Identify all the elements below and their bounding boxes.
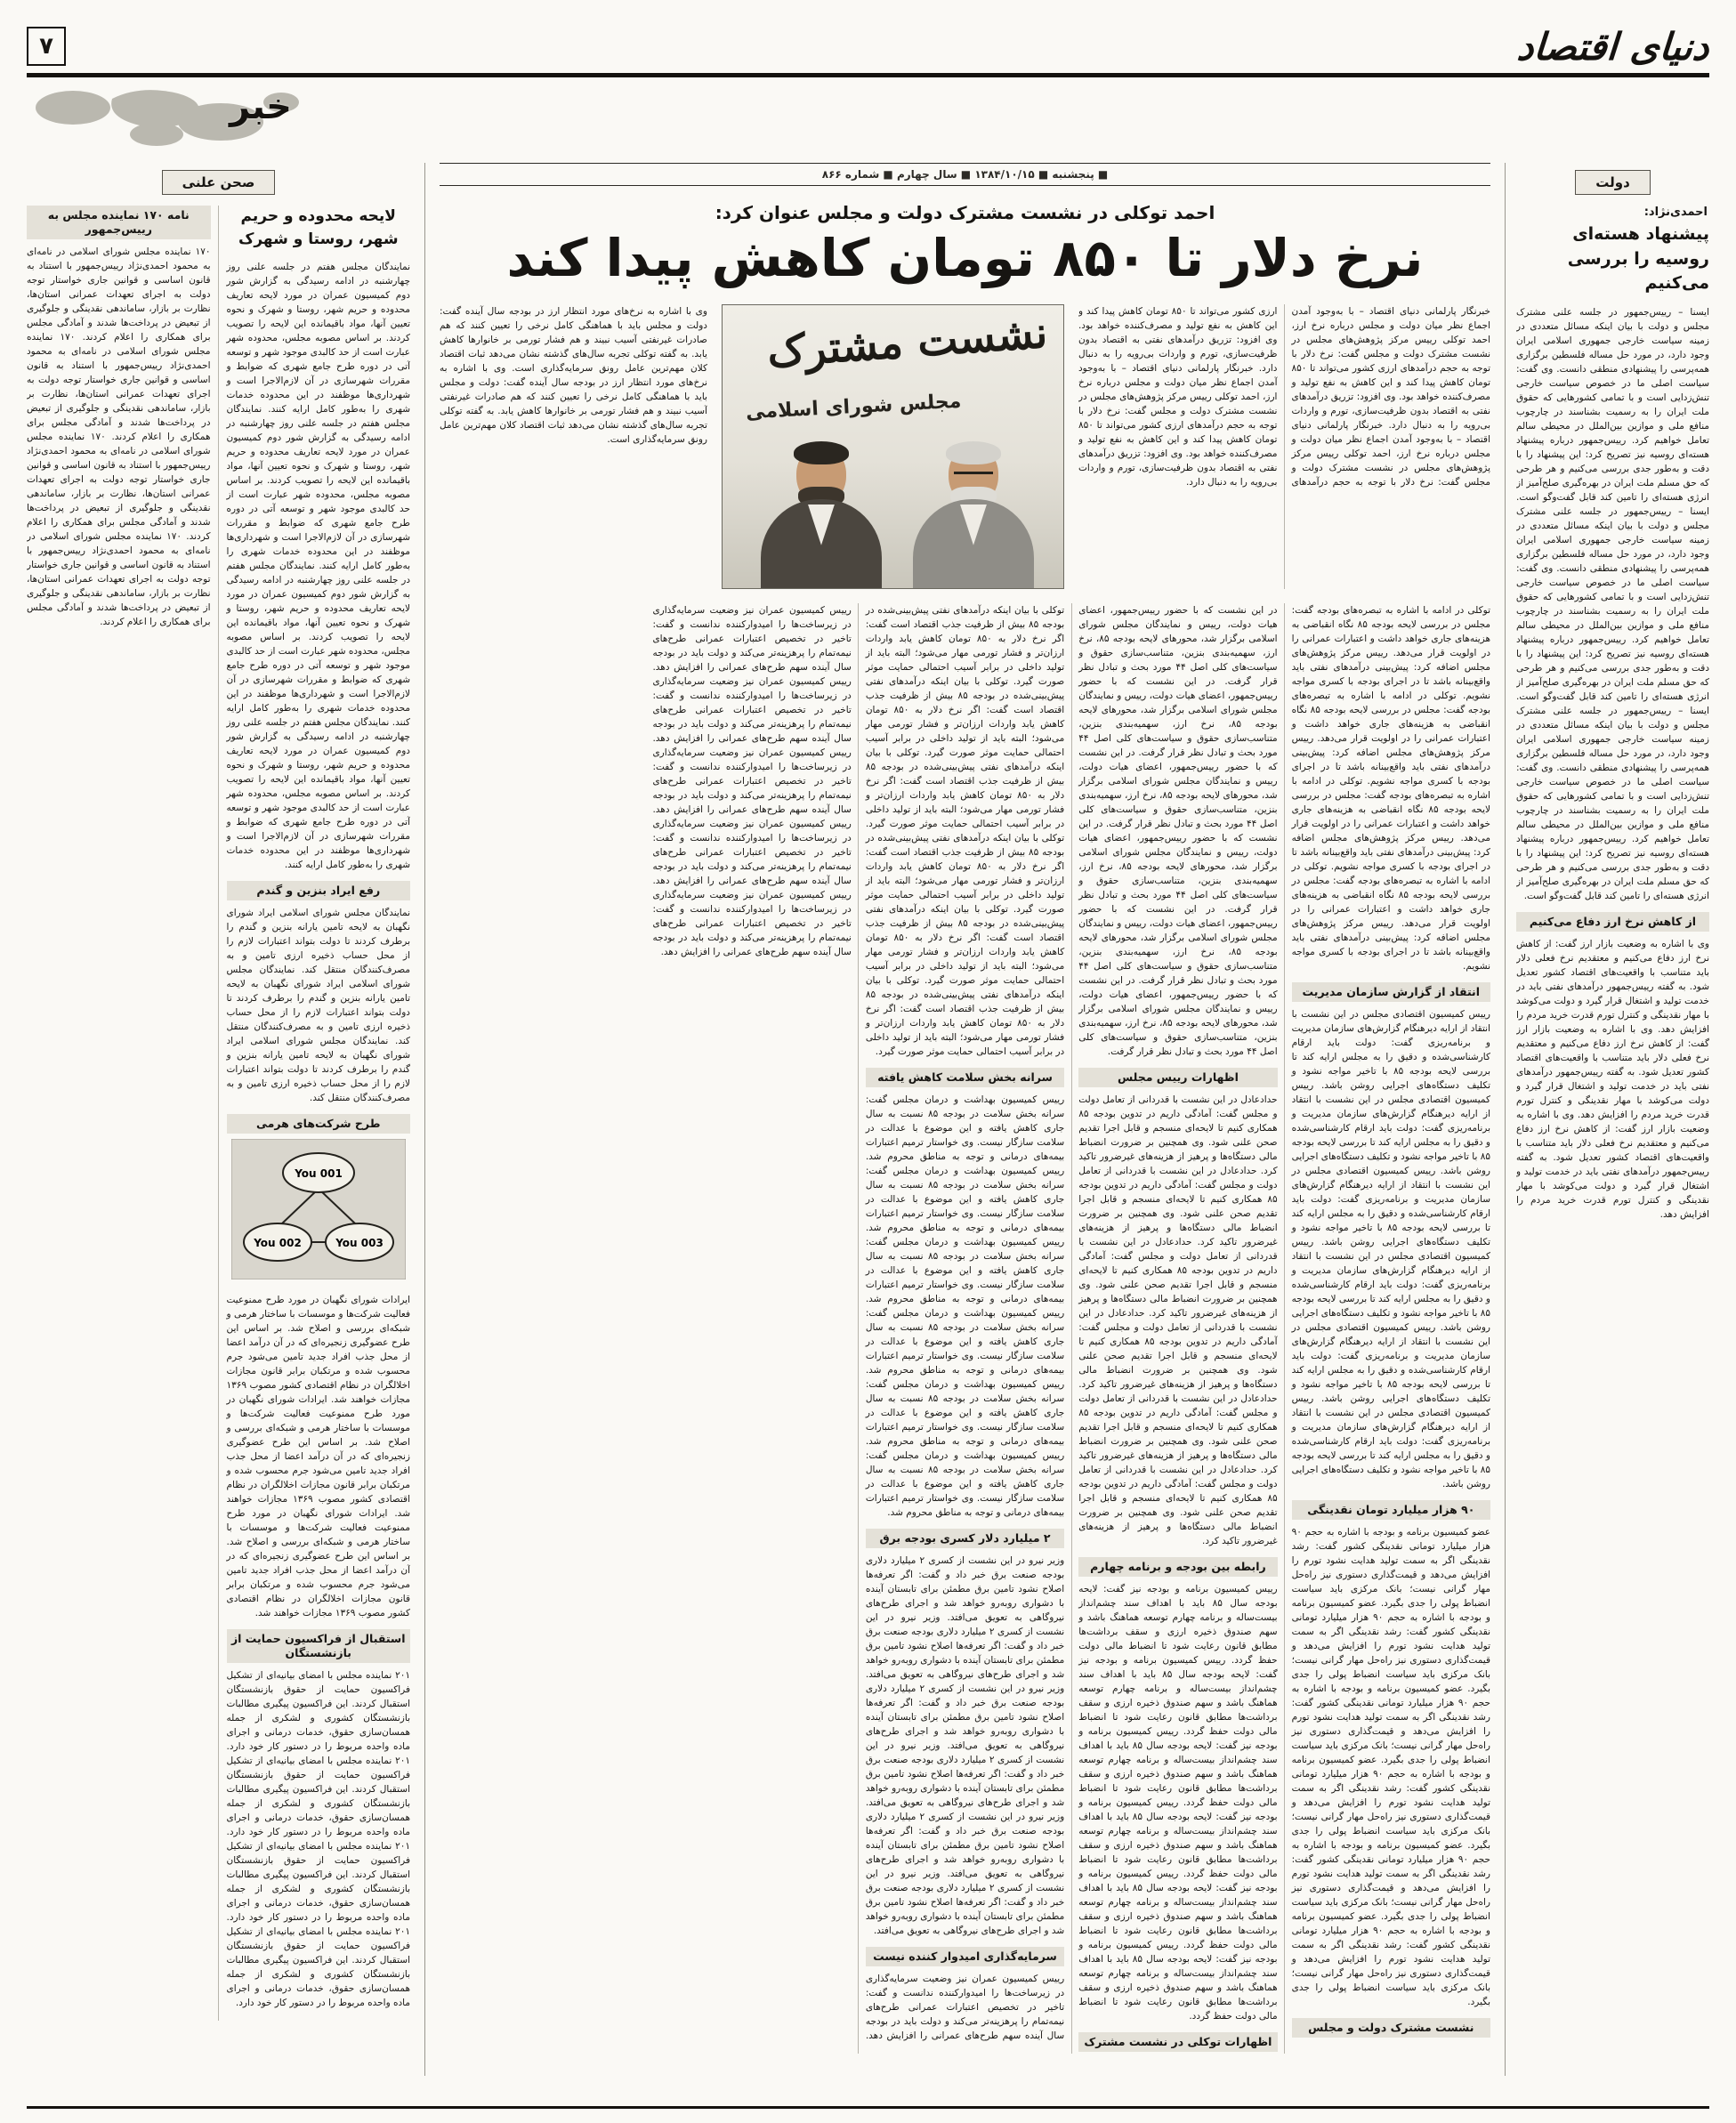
article-subhead: رابطه بین بودجه و برنامه چهارم [1078,1557,1277,1577]
lead-row [440,304,1490,589]
header-top-row [27,25,1711,69]
article-subhead: نامه ۱۷۰ نماینده مجلس به رییس‌جمهور [27,206,211,239]
person-left [755,435,888,588]
article-subhead: نشست مشترک دولت و مجلس [1292,2018,1490,2038]
dateline: ■ پنجشنبه ■ ۱۳۸۴/۱۰/۱۵ ■ سال چهارم ■ شماره ۸۶۶ [440,163,1490,186]
paper-logo: دنیای اقتصاد [1515,25,1711,69]
main-headline: نرخ دلار تا ۸۵۰ تومان کاهش پیدا کند [506,228,1424,288]
article-subhead: رفع ایراد بنزین و گندم [227,881,411,900]
person-right-head [949,446,998,505]
pyramid-node-1: You 001 [294,1167,343,1180]
government-subhead: از کاهش نرخ ارز دفاع می‌کنیم [1516,912,1709,932]
article-body: در این نشست که با حضور رییس‌جمهور، اعضای هیات دولت، رییس و نمایندگان مجلس شورای اسلامی برگزار شد، محورهای لایحه بودجه ۸۵، نرخ ارز، سهمیه‌بندی بنزین، متناسب‌سازی حقوق و سیاست‌های کلی اصل ۴۴ مورد بحث و تبادل نظر قرار گرفت. در این نشست که با حضور رییس‌جمهور، اعضای هیات دولت، رییس و نمایندگان مجلس شورای اسلامی برگزار شد، محورهای لایحه بودجه ۸۵، نرخ ارز، سهمیه‌بندی بنزین، متناسب‌سازی حقوق و سیاست‌های کلی اصل ۴۴ مورد بحث و تبادل نظر قرار گرفت. در این نشست که با حضور رییس‌جمهور، اعضای هیات دولت، رییس و نمایندگان مجلس شورای اسلامی برگزار شد، محورهای لایحه بودجه ۸۵، نرخ ارز، سهمیه‌بندی بنزین، متناسب‌سازی حقوق و سیاست‌های کلی اصل ۴۴ مورد بحث و تبادل نظر قرار گرفت. در این نشست که با حضور رییس‌جمهور، اعضای هیات دولت، رییس و نمایندگان مجلس شورای اسلامی برگزار شد، محورهای لایحه بودجه ۸۵، نرخ ارز، سهمیه‌بندی بنزین، متناسب‌سازی حقوق و سیاست‌های کلی اصل ۴۴ مورد بحث و تبادل نظر قرار گرفت. در این نشست که با حضور رییس‌جمهور، اعضای هیات دولت، رییس و نمایندگان مجلس شورای اسلامی برگزار شد، محورهای لایحه بودجه ۸۵، نرخ ارز، سهمیه‌بندی بنزین، متناسب‌سازی حقوق و سیاست‌های کلی اصل ۴۴ مورد بحث و تبادل نظر قرار گرفت. در این نشست که با حضور رییس‌جمهور، اعضای هیات دولت، رییس و نمایندگان مجلس شورای اسلامی برگزار شد، محورهای لایحه بودجه ۸۵، نرخ ارز، سهمیه‌بندی بنزین، متناسب‌سازی حقوق و سیاست‌های کلی اصل ۴۴ مورد بحث و تبادل نظر قرار گرفت. [1078,604,1278,1057]
article-body: رییس کمیسیون عمران نیز وضعیت سرمایه‌گذاری در زیرساخت‌ها را امیدوارکننده ندانست و گفت: تاخیر در تخصیص اعتبارات عمرانی طرح‌های نیمه‌تمام را پرهزینه‌تر می‌کند و دولت باید در بودجه سال آینده سهم طرح‌های عمرانی را افزایش دهد. رییس کمیسیون عمران نیز وضعیت سرمایه‌گذاری در زیرساخت‌ها را امیدوارکننده ندانست و گفت: تاخیر در تخصیص اعتبارات عمرانی طرح‌های نیمه‌تمام را پرهزینه‌تر می‌کند و دولت باید در بودجه سال آینده سهم طرح‌های عمرانی را افزایش دهد. رییس کمیسیون عمران نیز وضعیت سرمایه‌گذاری در زیرساخت‌ها را امیدوارکننده ندانست و گفت: تاخیر در تخصیص اعتبارات عمرانی طرح‌های نیمه‌تمام را پرهزینه‌تر می‌کند و دولت باید در بودجه سال آینده سهم طرح‌های عمرانی را افزایش دهد. رییس کمیسیون عمران نیز وضعیت سرمایه‌گذاری در زیرساخت‌ها را امیدوارکننده ندانست و گفت: تاخیر در تخصیص اعتبارات عمرانی طرح‌های نیمه‌تمام را پرهزینه‌تر می‌کند و دولت باید در بودجه سال آینده سهم طرح‌های عمرانی را افزایش دهد. رییس کمیسیون عمران نیز وضعیت سرمایه‌گذاری در زیرساخت‌ها را امیدوارکننده ندانست و گفت: تاخیر در تخصیص اعتبارات عمرانی طرح‌های نیمه‌تمام را پرهزینه‌تر می‌کند و دولت باید در بودجه سال آینده سهم طرح‌های عمرانی را افزایش دهد. رییس کمیسیون عمران نیز وضعیت سرمایه‌گذاری در زیرساخت‌ها را امیدوارکننده ندانست و گفت: تاخیر در تخصیص اعتبارات عمرانی طرح‌های نیمه‌تمام را پرهزینه‌تر می‌کند و دولت باید در بودجه سال آینده سهم طرح‌های عمرانی را افزایش دهد. [652,604,1065,2041]
article-subhead: سرانه بخش سلامت کاهش یافته [866,1068,1064,1087]
parliament-article-title: لایحه محدوده و حریم شهر، روستا و شهرک [238,207,399,248]
section-title: خبر [229,86,292,127]
section-banner [27,77,303,157]
article-body: نمایندگان مجلس شورای اسلامی ایراد شورای نگهبان به لایحه تامین یارانه بنزین و گندم را برطرف کردند تا دولت بتواند اعتبارات لازم را از محل حساب ذخیره ارزی تامین و به مصرف‌کنندگان منتقل کند. نمایندگان مجلس شورای اسلامی ایراد شورای نگهبان به لایحه تامین یارانه بنزین و گندم را برطرف کردند تا دولت بتواند اعتبارات لازم را از محل حساب ذخیره ارزی تامین و به مصرف‌کنندگان منتقل کند. نمایندگان مجلس شورای اسلامی ایراد شورای نگهبان به لایحه تامین یارانه بنزین و گندم را برطرف کردند تا دولت بتواند اعتبارات لازم را از محل حساب ذخیره ارزی تامین و به مصرف‌کنندگان منتقل کند. [226,908,410,1103]
article-body: ایرادات شورای نگهبان در مورد طرح ممنوعیت فعالیت شرکت‌ها و موسسات با ساختار هرمی و شبکه‌ای بررسی و اصلاح شد. بر اساس این طرح عضوگیری زنجیره‌ای که در آن درآمد اعضا از محل جذب افراد جدید تامین می‌شود جرم محسوب شده و مرتکبان برابر قانون مجازات اخلالگران در نظام اقتصادی کشور مصوب ۱۳۶۹ مجازات خواهند شد. ایرادات شورای نگهبان در مورد طرح ممنوعیت فعالیت شرکت‌ها و موسسات با ساختار هرمی و شبکه‌ای بررسی و اصلاح شد. بر اساس این طرح عضوگیری زنجیره‌ای که در آن درآمد اعضا از محل جذب افراد جدید تامین می‌شود جرم محسوب شده و مرتکبان برابر قانون مجازات اخلالگران در نظام اقتصادی کشور مصوب ۱۳۶۹ مجازات خواهند شد. ایرادات شورای نگهبان در مورد طرح ممنوعیت فعالیت شرکت‌ها و موسسات با ساختار هرمی و شبکه‌ای بررسی و اصلاح شد. بر اساس این طرح عضوگیری زنجیره‌ای که در آن درآمد اعضا از محل جذب افراد جدید تامین می‌شود جرم محسوب شده و مرتکبان برابر قانون مجازات اخلالگران در نظام اقتصادی کشور مصوب ۱۳۶۹ مجازات خواهند شد. [226,1295,410,1618]
article-body: رییس کمیسیون بهداشت و درمان مجلس گفت: سرانه بخش سلامت در بودجه ۸۵ نسبت به سال جاری کاهش یافته و این موضوع با عدالت در سلامت سازگار نیست. وی خواستار ترمیم اعتبارات بیمه‌های درمانی و توجه به مناطق محروم شد. رییس کمیسیون بهداشت و درمان مجلس گفت: سرانه بخش سلامت در بودجه ۸۵ نسبت به سال جاری کاهش یافته و این موضوع با عدالت در سلامت سازگار نیست. وی خواستار ترمیم اعتبارات بیمه‌های درمانی و توجه به مناطق محروم شد. رییس کمیسیون بهداشت و درمان مجلس گفت: سرانه بخش سلامت در بودجه ۸۵ نسبت به سال جاری کاهش یافته و این موضوع با عدالت در سلامت سازگار نیست. وی خواستار ترمیم اعتبارات بیمه‌های درمانی و توجه به مناطق محروم شد. رییس کمیسیون بهداشت و درمان مجلس گفت: سرانه بخش سلامت در بودجه ۸۵ نسبت به سال جاری کاهش یافته و این موضوع با عدالت در سلامت سازگار نیست. وی خواستار ترمیم اعتبارات بیمه‌های درمانی و توجه به مناطق محروم شد. رییس کمیسیون بهداشت و درمان مجلس گفت: سرانه بخش سلامت در بودجه ۸۵ نسبت به سال جاری کاهش یافته و این موضوع با عدالت در سلامت سازگار نیست. وی خواستار ترمیم اعتبارات بیمه‌های درمانی و توجه به مناطق محروم شد. رییس کمیسیون بهداشت و درمان مجلس گفت: سرانه بخش سلامت در بودجه ۸۵ نسبت به سال جاری کاهش یافته و این موضوع با عدالت در سلامت سازگار نیست. وی خواستار ترمیم اعتبارات بیمه‌های درمانی و توجه به مناطق محروم شد. [865,1094,1065,1518]
article-body: عضو کمیسیون برنامه و بودجه با اشاره به حجم ۹۰ هزار میلیارد تومانی نقدینگی کشور گفت: رشد نقدینگی اگر به سمت تولید هدایت نشود تورم را افزایش می‌دهد و قیمت‌گذاری دستوری نیز راه‌حل مهار گرانی نیست؛ بانک مرکزی باید سیاست انضباط پولی را جدی بگیرد. عضو کمیسیون برنامه و بودجه با اشاره به حجم ۹۰ هزار میلیارد تومانی نقدینگی کشور گفت: رشد نقدینگی اگر به سمت تولید هدایت نشود تورم را افزایش می‌دهد و قیمت‌گذاری دستوری نیز راه‌حل مهار گرانی نیست؛ بانک مرکزی باید سیاست انضباط پولی را جدی بگیرد. عضو کمیسیون برنامه و بودجه با اشاره به حجم ۹۰ هزار میلیارد تومانی نقدینگی کشور گفت: رشد نقدینگی اگر به سمت تولید هدایت نشود تورم را افزایش می‌دهد و قیمت‌گذاری دستوری نیز راه‌حل مهار گرانی نیست؛ بانک مرکزی باید سیاست انضباط پولی را جدی بگیرد. عضو کمیسیون برنامه و بودجه با اشاره به حجم ۹۰ هزار میلیارد تومانی نقدینگی کشور گفت: رشد نقدینگی اگر به سمت تولید هدایت نشود تورم را افزایش می‌دهد و قیمت‌گذاری دستوری نیز راه‌حل مهار گرانی نیست؛ بانک مرکزی باید سیاست انضباط پولی را جدی بگیرد. عضو کمیسیون برنامه و بودجه با اشاره به حجم ۹۰ هزار میلیارد تومانی نقدینگی کشور گفت: رشد نقدینگی اگر به سمت تولید هدایت نشود تورم را افزایش می‌دهد و قیمت‌گذاری دستوری نیز راه‌حل مهار گرانی نیست؛ بانک مرکزی باید سیاست انضباط پولی را جدی بگیرد. عضو کمیسیون برنامه و بودجه با اشاره به حجم ۹۰ هزار میلیارد تومانی نقدینگی کشور گفت: رشد نقدینگی اگر به سمت تولید هدایت نشود تورم را افزایش می‌دهد و قیمت‌گذاری دستوری نیز راه‌حل مهار گرانی نیست؛ بانک مرکزی باید سیاست انضباط پولی را جدی بگیرد. [1291,1526,1490,2007]
government-column-label: دولت [1575,170,1651,195]
article-subhead: ۹۰ هزار میلیارد تومان نقدینگی [1292,1500,1490,1520]
government-column [1505,163,1709,2076]
article-body: ۲۰۱ نماینده مجلس با امضای بیانیه‌ای از تشکیل فراکسیون حمایت از حقوق بازنشستگان استقبال کردند. این فراکسیون پیگیری مطالبات بازنشستگان کشوری و لشکری از جمله همسان‌سازی حقوق، خدمات درمانی و اجرای ماده واحده مربوط را در دستور کار خود دارد. ۲۰۱ نماینده مجلس با امضای بیانیه‌ای از تشکیل فراکسیون حمایت از حقوق بازنشستگان استقبال کردند. این فراکسیون پیگیری مطالبات بازنشستگان کشوری و لشکری از جمله همسان‌سازی حقوق، خدمات درمانی و اجرای ماده واحده مربوط را در دستور کار خود دارد. ۲۰۱ نماینده مجلس با امضای بیانیه‌ای از تشکیل فراکسیون حمایت از حقوق بازنشستگان استقبال کردند. این فراکسیون پیگیری مطالبات بازنشستگان کشوری و لشکری از جمله همسان‌سازی حقوق، خدمات درمانی و اجرای ماده واحده مربوط را در دستور کار خود دارد. ۲۰۱ نماینده مجلس با امضای بیانیه‌ای از تشکیل فراکسیون حمایت از حقوق بازنشستگان استقبال کردند. این فراکسیون پیگیری مطالبات بازنشستگان کشوری و لشکری از جمله همسان‌سازی حقوق، خدمات درمانی و اجرای ماده واحده مربوط را در دستور کار خود دارد. [226,1670,410,2008]
article-body: حدادعادل در این نشست با قدردانی از تعامل دولت و مجلس گفت: آمادگی داریم در تدوین بودجه ۸۵ همکاری کنیم تا لایحه‌ای منسجم و قابل اجرا تقدیم صحن علنی شود. وی همچنین بر ضرورت انضباط مالی دستگاه‌ها و پرهیز از هزینه‌های غیرضرور تاکید کرد. حدادعادل در این نشست با قدردانی از تعامل دولت و مجلس گفت: آمادگی داریم در تدوین بودجه ۸۵ همکاری کنیم تا لایحه‌ای منسجم و قابل اجرا تقدیم صحن علنی شود. وی همچنین بر ضرورت انضباط مالی دستگاه‌ها و پرهیز از هزینه‌های غیرضرور تاکید کرد. حدادعادل در این نشست با قدردانی از تعامل دولت و مجلس گفت: آمادگی داریم در تدوین بودجه ۸۵ همکاری کنیم تا لایحه‌ای منسجم و قابل اجرا تقدیم صحن علنی شود. وی همچنین بر ضرورت انضباط مالی دستگاه‌ها و پرهیز از هزینه‌های غیرضرور تاکید کرد. حدادعادل در این نشست با قدردانی از تعامل دولت و مجلس گفت: آمادگی داریم در تدوین بودجه ۸۵ همکاری کنیم تا لایحه‌ای منسجم و قابل اجرا تقدیم صحن علنی شود. وی همچنین بر ضرورت انضباط مالی دستگاه‌ها و پرهیز از هزینه‌های غیرضرور تاکید کرد. حدادعادل در این نشست با قدردانی از تعامل دولت و مجلس گفت: آمادگی داریم در تدوین بودجه ۸۵ همکاری کنیم تا لایحه‌ای منسجم و قابل اجرا تقدیم صحن علنی شود. وی همچنین بر ضرورت انضباط مالی دستگاه‌ها و پرهیز از هزینه‌های غیرضرور تاکید کرد. حدادعادل در این نشست با قدردانی از تعامل دولت و مجلس گفت: آمادگی داریم در تدوین بودجه ۸۵ همکاری کنیم تا لایحه‌ای منسجم و قابل اجرا تقدیم صحن علنی شود. وی همچنین بر ضرورت انضباط مالی دستگاه‌ها و پرهیز از هزینه‌های غیرضرور تاکید کرد. [1078,1094,1278,1546]
pyramid-node-2: You 002 [253,1237,302,1249]
article-body: وزیر نیرو در این نشست از کسری ۲ میلیارد دلاری بودجه صنعت برق خبر داد و گفت: اگر تعرفه‌ها اصلاح نشود تامین برق مطمئن برای تابستان آینده با دشواری روبه‌رو خواهد شد و اجرای طرح‌های نیروگاهی به تعویق می‌افتد. وزیر نیرو در این نشست از کسری ۲ میلیارد دلاری بودجه صنعت برق خبر داد و گفت: اگر تعرفه‌ها اصلاح نشود تامین برق مطمئن برای تابستان آینده با دشواری روبه‌رو خواهد شد و اجرای طرح‌های نیروگاهی به تعویق می‌افتد. وزیر نیرو در این نشست از کسری ۲ میلیارد دلاری بودجه صنعت برق خبر داد و گفت: اگر تعرفه‌ها اصلاح نشود تامین برق مطمئن برای تابستان آینده با دشواری روبه‌رو خواهد شد و اجرای طرح‌های نیروگاهی به تعویق می‌افتد. وزیر نیرو در این نشست از کسری ۲ میلیارد دلاری بودجه صنعت برق خبر داد و گفت: اگر تعرفه‌ها اصلاح نشود تامین برق مطمئن برای تابستان آینده با دشواری روبه‌رو خواهد شد و اجرای طرح‌های نیروگاهی به تعویق می‌افتد. وزیر نیرو در این نشست از کسری ۲ میلیارد دلاری بودجه صنعت برق خبر داد و گفت: اگر تعرفه‌ها اصلاح نشود تامین برق مطمئن برای تابستان آینده با دشواری روبه‌رو خواهد شد و اجرای طرح‌های نیروگاهی به تعویق می‌افتد. وزیر نیرو در این نشست از کسری ۲ میلیارد دلاری بودجه صنعت برق خبر داد و گفت: اگر تعرفه‌ها اصلاح نشود تامین برق مطمئن برای تابستان آینده با دشواری روبه‌رو خواهد شد و اجرای طرح‌های نیروگاهی به تعویق می‌افتد. [865,1554,1065,1936]
lead-text-right [1078,304,1490,589]
parliament-articles [27,206,410,2021]
parliament-column [27,163,425,2076]
article-subhead: اظهارات رییس مجلس [1078,1068,1277,1087]
person-left-head [796,446,846,505]
person-right [907,435,1040,588]
article-body: خبرنگار پارلمانی دنیای اقتصاد – با به‌وجود آمدن اجماع نظر میان دولت و مجلس درباره نرخ ارز، احمد توکلی رییس مرکز پژوهش‌های مجلس در نشست مشترک دولت و مجلس گفت: نرخ دلار با توجه به حجم درآمدهای ارزی کشور می‌تواند تا ۸۵۰ تومان کاهش پیدا کند و این کاهش به نفع تولید و مصرف‌کننده خواهد بود. وی افزود: تزریق درآمدهای نفتی به اقتصاد بدون ظرفیت‌سازی، تورم و واردات بی‌رویه را به دنبال دارد. خبرنگار پارلمانی دنیای اقتصاد – با به‌وجود آمدن اجماع نظر میان دولت و مجلس درباره نرخ ارز، احمد توکلی رییس مرکز پژوهش‌های مجلس در نشست مشترک دولت و مجلس گفت: نرخ دلار با توجه به حجم درآمدهای ارزی کشور می‌تواند تا ۸۵۰ تومان کاهش پیدا کند و این کاهش به نفع تولید و مصرف‌کننده خواهد بود. وی افزود: تزریق درآمدهای نفتی به اقتصاد بدون ظرفیت‌سازی، تورم و واردات بی‌رویه را به دنبال دارد. خبرنگار پارلمانی دنیای اقتصاد – با به‌وجود آمدن اجماع نظر میان دولت و مجلس درباره نرخ ارز، احمد توکلی رییس مرکز پژوهش‌های مجلس در نشست مشترک دولت و مجلس گفت: نرخ دلار با توجه به حجم درآمدهای ارزی کشور می‌تواند تا ۸۵۰ تومان کاهش پیدا کند و این کاهش به نفع تولید و مصرف‌کننده خواهد بود. وی افزود: تزریق درآمدهای نفتی به اقتصاد بدون ظرفیت‌سازی، تورم و واردات بی‌رویه را به دنبال دارد. [1078,305,1490,488]
page-number: ۷ [27,27,66,66]
article-subhead: اظهارات توکلی در نشست مشترک [1078,2032,1277,2052]
article-body: توکلی با بیان اینکه درآمدهای نفتی پیش‌بینی‌شده در بودجه ۸۵ بیش از ظرفیت جذب اقتصاد است گفت: اگر نرخ دلار به ۸۵۰ تومان کاهش یابد واردات ارزان‌تر و فشار تورمی مهار می‌شود؛ البته باید از تولید داخلی در برابر آسیب احتمالی حمایت موثر صورت گیرد. توکلی با بیان اینکه درآمدهای نفتی پیش‌بینی‌شده در بودجه ۸۵ بیش از ظرفیت جذب اقتصاد است گفت: اگر نرخ دلار به ۸۵۰ تومان کاهش یابد واردات ارزان‌تر و فشار تورمی مهار می‌شود؛ البته باید از تولید داخلی در برابر آسیب احتمالی حمایت موثر صورت گیرد. توکلی با بیان اینکه درآمدهای نفتی پیش‌بینی‌شده در بودجه ۸۵ بیش از ظرفیت جذب اقتصاد است گفت: اگر نرخ دلار به ۸۵۰ تومان کاهش یابد واردات ارزان‌تر و فشار تورمی مهار می‌شود؛ البته باید از تولید داخلی در برابر آسیب احتمالی حمایت موثر صورت گیرد. توکلی با بیان اینکه درآمدهای نفتی پیش‌بینی‌شده در بودجه ۸۵ بیش از ظرفیت جذب اقتصاد است گفت: اگر نرخ دلار به ۸۵۰ تومان کاهش یابد واردات ارزان‌تر و فشار تورمی مهار می‌شود؛ البته باید از تولید داخلی در برابر آسیب احتمالی حمایت موثر صورت گیرد. توکلی با بیان اینکه درآمدهای نفتی پیش‌بینی‌شده در بودجه ۸۵ بیش از ظرفیت جذب اقتصاد است گفت: اگر نرخ دلار به ۸۵۰ تومان کاهش یابد واردات ارزان‌تر و فشار تورمی مهار می‌شود؛ البته باید از تولید داخلی در برابر آسیب احتمالی حمایت موثر صورت گیرد. توکلی با بیان اینکه درآمدهای نفتی پیش‌بینی‌شده در بودجه ۸۵ بیش از ظرفیت جذب اقتصاد است گفت: اگر نرخ دلار به ۸۵۰ تومان کاهش یابد واردات ارزان‌تر و فشار تورمی مهار می‌شود؛ البته باید از تولید داخلی در برابر آسیب احتمالی حمایت موثر صورت گیرد. [865,604,1065,1057]
page-header [0,0,1736,163]
lead-text-left [440,304,707,589]
person-right-torso [913,499,1034,588]
government-article-title: پیشنهاد هسته‌ای روسیه را بررسی می‌کنیم [1567,224,1709,294]
header-mid-row [27,77,1709,163]
photo-banner-subtitle: مجلس شورای اسلامی [745,390,962,424]
article-body: وی با اشاره به نرخ‌های مورد انتظار ارز در بودجه سال آینده گفت: دولت و مجلس باید با هماهنگی کامل نرخی را تعیین کنند که هم صادرات غیرنفتی آسیب نبیند و هم فشار تورمی بر خانوارها کاهش یابد. به گفته توکلی تجربه سال‌های گذشته نشان می‌دهد ثبات اقتصاد کلان مهم‌ترین عامل رونق سرمایه‌گذاری است. وی با اشاره به نرخ‌های مورد انتظار ارز در بودجه سال آینده گفت: دولت و مجلس باید با هماهنگی کامل نرخی را تعیین کنند که هم صادرات غیرنفتی آسیب نبیند و هم فشار تورمی بر خانوارها کاهش یابد. به گفته توکلی تجربه سال‌های گذشته نشان می‌دهد ثبات اقتصاد کلان مهم‌ترین عامل رونق سرمایه‌گذاری است. [440,305,707,445]
footer-rule [27,2106,1709,2109]
parliament-column-label: صحن علنی [162,170,276,195]
article-body: نمایندگان مجلس هفتم در جلسه علنی روز چهارشنبه در ادامه رسیدگی به گزارش شور دوم کمیسیون عمران در مورد لایحه تعاریف محدوده و حریم شهر، روستا و شهرک و نحوه تعیین آنها، مواد باقیمانده این لایحه را تصویب کردند. بر اساس مصوبه مجلس، محدوده شهر عبارت است از حد کالبدی موجود شهر و توسعه آتی در دوره طرح جامع شهری که ضوابط و مقررات شهرسازی در آن لازم‌الاجرا است و شهرداری‌ها موظفند در این محدوده خدمات شهری را به‌طور کامل ارایه کنند. نمایندگان مجلس هفتم در جلسه علنی روز چهارشنبه در ادامه رسیدگی به گزارش شور دوم کمیسیون عمران در مورد لایحه تعاریف محدوده و حریم شهر، روستا و شهرک و نحوه تعیین آنها، مواد باقیمانده این لایحه را تصویب کردند. بر اساس مصوبه مجلس، محدوده شهر عبارت است از حد کالبدی موجود شهر و توسعه آتی در دوره طرح جامع شهری که ضوابط و مقررات شهرسازی در آن لازم‌الاجرا است و شهرداری‌ها موظفند در این محدوده خدمات شهری را به‌طور کامل ارایه کنند. نمایندگان مجلس هفتم در جلسه علنی روز چهارشنبه در ادامه رسیدگی به گزارش شور دوم کمیسیون عمران در مورد لایحه تعاریف محدوده و حریم شهر، روستا و شهرک و نحوه تعیین آنها، مواد باقیمانده این لایحه را تصویب کردند. بر اساس مصوبه مجلس، محدوده شهر عبارت است از حد کالبدی موجود شهر و توسعه آتی در دوره طرح جامع شهری که ضوابط و مقررات شهرسازی در آن لازم‌الاجرا است و شهرداری‌ها موظفند در این محدوده خدمات شهری را به‌طور کامل ارایه کنند. نمایندگان مجلس هفتم در جلسه علنی روز چهارشنبه در ادامه رسیدگی به گزارش شور دوم کمیسیون عمران در مورد لایحه تعاریف محدوده و حریم شهر، روستا و شهرک و نحوه تعیین آنها، مواد باقیمانده این لایحه را تصویب کردند. بر اساس مصوبه مجلس، محدوده شهر عبارت است از حد کالبدی موجود شهر و توسعه آتی در دوره طرح جامع شهری که ضوابط و مقررات شهرسازی در آن لازم‌الاجرا است و شهرداری‌ها موظفند در این محدوده خدمات شهری را به‌طور کامل ارایه کنند. [226,262,410,870]
article-body: رییس کمیسیون برنامه و بودجه نیز گفت: لایحه بودجه سال ۸۵ باید با اهداف سند چشم‌انداز بیست‌ساله و برنامه چهارم توسعه هماهنگ باشد و سهم صندوق ذخیره ارزی و سقف برداشت‌ها مطابق قانون رعایت شود تا انضباط مالی دولت حفظ گردد. رییس کمیسیون برنامه و بودجه نیز گفت: لایحه بودجه سال ۸۵ باید با اهداف سند چشم‌انداز بیست‌ساله و برنامه چهارم توسعه هماهنگ باشد و سهم صندوق ذخیره ارزی و سقف برداشت‌ها مطابق قانون رعایت شود تا انضباط مالی دولت حفظ گردد. رییس کمیسیون برنامه و بودجه نیز گفت: لایحه بودجه سال ۸۵ باید با اهداف سند چشم‌انداز بیست‌ساله و برنامه چهارم توسعه هماهنگ باشد و سهم صندوق ذخیره ارزی و سقف برداشت‌ها مطابق قانون رعایت شود تا انضباط مالی دولت حفظ گردد. رییس کمیسیون برنامه و بودجه نیز گفت: لایحه بودجه سال ۸۵ باید با اهداف سند چشم‌انداز بیست‌ساله و برنامه چهارم توسعه هماهنگ باشد و سهم صندوق ذخیره ارزی و سقف برداشت‌ها مطابق قانون رعایت شود تا انضباط مالی دولت حفظ گردد. رییس کمیسیون برنامه و بودجه نیز گفت: لایحه بودجه سال ۸۵ باید با اهداف سند چشم‌انداز بیست‌ساله و برنامه چهارم توسعه هماهنگ باشد و سهم صندوق ذخیره ارزی و سقف برداشت‌ها مطابق قانون رعایت شود تا انضباط مالی دولت حفظ گردد. رییس کمیسیون برنامه و بودجه نیز گفت: لایحه بودجه سال ۸۵ باید با اهداف سند چشم‌انداز بیست‌ساله و برنامه چهارم توسعه هماهنگ باشد و سهم صندوق ذخیره ارزی و سقف برداشت‌ها مطابق قانون رعایت شود تا انضباط مالی دولت حفظ گردد. [1078,1583,1278,2022]
headline-kicker: احمد توکلی در نشست مشترک دولت و مجلس عنوان کرد: [715,202,1215,223]
article-body: وی با اشاره به وضعیت بازار ارز گفت: از کاهش نرخ ارز دفاع می‌کنیم و معتقدیم نرخ فعلی دلار باید متناسب با واقعیت‌های اقتصاد کشور تعدیل شود. به گفته رییس‌جمهور درآمدهای نفتی باید در خدمت تولید و اشتغال قرار گیرد و دولت می‌کوشد با مهار نقدینگی و کنترل تورم قدرت خرید مردم را افزایش دهد. وی با اشاره به وضعیت بازار ارز گفت: از کاهش نرخ ارز دفاع می‌کنیم و معتقدیم نرخ فعلی دلار باید متناسب با واقعیت‌های اقتصاد کشور تعدیل شود. به گفته رییس‌جمهور درآمدهای نفتی باید در خدمت تولید و اشتغال قرار گیرد و دولت می‌کوشد با مهار نقدینگی و کنترل تورم قدرت خرید مردم را افزایش دهد. وی با اشاره به وضعیت بازار ارز گفت: از کاهش نرخ ارز دفاع می‌کنیم و معتقدیم نرخ فعلی دلار باید متناسب با واقعیت‌های اقتصاد کشور تعدیل شود. به گفته رییس‌جمهور درآمدهای نفتی باید در خدمت تولید و اشتغال قرار گیرد و دولت می‌کوشد با مهار نقدینگی و کنترل تورم قدرت خرید مردم را افزایش دهد. [1516,938,1709,1220]
pyramid-scheme-diagram [231,1139,406,1284]
content-area [0,163,1736,2076]
article-body: توکلی در ادامه با اشاره به تبصره‌های بودجه گفت: مجلس در بررسی لایحه بودجه ۸۵ نگاه انقباضی به هزینه‌های جاری خواهد داشت و اعتبارات عمرانی را در اولویت قرار می‌دهد. رییس مرکز پژوهش‌های مجلس اضافه کرد: پیش‌بینی درآمدهای نفتی باید واقع‌بینانه باشد تا در اجرای بودجه با کسری مواجه نشویم. توکلی در ادامه با اشاره به تبصره‌های بودجه گفت: مجلس در بررسی لایحه بودجه ۸۵ نگاه انقباضی به هزینه‌های جاری خواهد داشت و اعتبارات عمرانی را در اولویت قرار می‌دهد. رییس مرکز پژوهش‌های مجلس اضافه کرد: پیش‌بینی درآمدهای نفتی باید واقع‌بینانه باشد تا در اجرای بودجه با کسری مواجه نشویم. توکلی در ادامه با اشاره به تبصره‌های بودجه گفت: مجلس در بررسی لایحه بودجه ۸۵ نگاه انقباضی به هزینه‌های جاری خواهد داشت و اعتبارات عمرانی را در اولویت قرار می‌دهد. رییس مرکز پژوهش‌های مجلس اضافه کرد: پیش‌بینی درآمدهای نفتی باید واقع‌بینانه باشد تا در اجرای بودجه با کسری مواجه نشویم. توکلی در ادامه با اشاره به تبصره‌های بودجه گفت: مجلس در بررسی لایحه بودجه ۸۵ نگاه انقباضی به هزینه‌های جاری خواهد داشت و اعتبارات عمرانی را در اولویت قرار می‌دهد. رییس مرکز پژوهش‌های مجلس اضافه کرد: پیش‌بینی درآمدهای نفتی باید واقع‌بینانه باشد تا در اجرای بودجه با کسری مواجه نشویم. [1291,604,1490,972]
main-article-columns [440,603,1490,2054]
article-subhead: سرمایه‌گذاری امیدوار کننده نیست [866,1947,1064,1966]
person-left-torso [761,499,882,588]
article-body: ۱۷۰ نماینده مجلس شورای اسلامی در نامه‌ای به محمود احمدی‌نژاد رییس‌جمهور با استناد به قانون اساسی و قوانین جاری خواستار توجه دولت به اجرای تعهدات عمرانی استان‌ها، نظارت بر بازار، ساماندهی نقدینگی و جلوگیری از تبعیض در پرداخت‌ها شدند و آمادگی مجلس برای همکاری را اعلام کردند. ۱۷۰ نماینده مجلس شورای اسلامی در نامه‌ای به محمود احمدی‌نژاد رییس‌جمهور با استناد به قانون اساسی و قوانین جاری خواستار توجه دولت به اجرای تعهدات عمرانی استان‌ها، نظارت بر بازار، ساماندهی نقدینگی و جلوگیری از تبعیض در پرداخت‌ها شدند و آمادگی مجلس برای همکاری را اعلام کردند. ۱۷۰ نماینده مجلس شورای اسلامی در نامه‌ای به محمود احمدی‌نژاد رییس‌جمهور با استناد به قانون اساسی و قوانین جاری خواستار توجه دولت به اجرای تعهدات عمرانی استان‌ها، نظارت بر بازار، ساماندهی نقدینگی و جلوگیری از تبعیض در پرداخت‌ها شدند و آمادگی مجلس برای همکاری را اعلام کردند. ۱۷۰ نماینده مجلس شورای اسلامی در نامه‌ای به محمود احمدی‌نژاد رییس‌جمهور با استناد به قانون اساسی و قوانین جاری خواستار توجه دولت به اجرای تعهدات عمرانی استان‌ها، نظارت بر بازار، ساماندهی نقدینگی و جلوگیری از تبعیض در پرداخت‌ها شدند و آمادگی مجلس برای همکاری را اعلام کردند. [27,246,211,627]
center-section [425,163,1505,2076]
article-subhead: استقبال از فراکسیون حمایت از بازنشستگان [227,1629,411,1663]
pyramid-node-3: You 003 [335,1237,384,1249]
photo-joint-session [722,304,1064,589]
government-byline: احمدی‌نژاد: [1643,206,1708,219]
government-article-body [1516,305,1709,2014]
article-subhead: طرح شرکت‌های هرمی [227,1114,411,1134]
article-subhead: ۲ میلیارد دلار کسری بودجه برق [866,1529,1064,1548]
article-body: رییس کمیسیون اقتصادی مجلس در این نشست با انتقاد از ارایه دیرهنگام گزارش‌های سازمان مدیریت و برنامه‌ریزی گفت: دولت باید ارقام کارشناسی‌شده و دقیق را به مجلس ارایه کند تا بررسی لایحه بودجه ۸۵ با تاخیر مواجه نشود و تکلیف دستگاه‌های اجرایی روشن باشد. رییس کمیسیون اقتصادی مجلس در این نشست با انتقاد از ارایه دیرهنگام گزارش‌های سازمان مدیریت و برنامه‌ریزی گفت: دولت باید ارقام کارشناسی‌شده و دقیق را به مجلس ارایه کند تا بررسی لایحه بودجه ۸۵ با تاخیر مواجه نشود و تکلیف دستگاه‌های اجرایی روشن باشد. رییس کمیسیون اقتصادی مجلس در این نشست با انتقاد از ارایه دیرهنگام گزارش‌های سازمان مدیریت و برنامه‌ریزی گفت: دولت باید ارقام کارشناسی‌شده و دقیق را به مجلس ارایه کند تا بررسی لایحه بودجه ۸۵ با تاخیر مواجه نشود و تکلیف دستگاه‌های اجرایی روشن باشد. رییس کمیسیون اقتصادی مجلس در این نشست با انتقاد از ارایه دیرهنگام گزارش‌های سازمان مدیریت و برنامه‌ریزی گفت: دولت باید ارقام کارشناسی‌شده و دقیق را به مجلس ارایه کند تا بررسی لایحه بودجه ۸۵ با تاخیر مواجه نشود و تکلیف دستگاه‌های اجرایی روشن باشد. رییس کمیسیون اقتصادی مجلس در این نشست با انتقاد از ارایه دیرهنگام گزارش‌های سازمان مدیریت و برنامه‌ریزی گفت: دولت باید ارقام کارشناسی‌شده و دقیق را به مجلس ارایه کند تا بررسی لایحه بودجه ۸۵ با تاخیر مواجه نشود و تکلیف دستگاه‌های اجرایی روشن باشد. رییس کمیسیون اقتصادی مجلس در این نشست با انتقاد از ارایه دیرهنگام گزارش‌های سازمان مدیریت و برنامه‌ریزی گفت: دولت باید ارقام کارشناسی‌شده و دقیق را به مجلس ارایه کند تا بررسی لایحه بودجه ۸۵ با تاخیر مواجه نشود و تکلیف دستگاه‌های اجرایی روشن باشد. [1291,1008,1490,1489]
photo-banner-title: نشست مشترک [765,307,1049,377]
article-subhead: انتقاد از گزارش سازمان مدیریت [1292,982,1490,1002]
article-body: ایسنا – رییس‌جمهور در جلسه علنی مشترک مجلس و دولت با بیان اینکه مسائل متعددی در زمینه سیاست خارجی جمهوری اسلامی ایران وجود دارد، در مورد حل مساله فلسطین برگزاری همه‌پرسی را پیشنهادی منطقی دانست. وی گفت: سیاست اصلی ما در خصوص سیاست خارجی تنش‌زدایی است و با تمامی کشورهایی که حقوق ملت ایران را به رسمیت بشناسند در چارچوب منافع ملی و موازین بین‌الملل در محیطی سالم تعامل خواهیم کرد. رییس‌جمهور درباره پیشنهاد هسته‌ای روسیه نیز تصریح کرد: این پیشنهاد را با دقت و به‌طور جدی بررسی می‌کنیم و هر طرحی که حق مسلم ملت ایران در بهره‌گیری صلح‌آمیز از انرژی هسته‌ای را تامین کند قابل گفت‌وگو است. ایسنا – رییس‌جمهور در جلسه علنی مشترک مجلس و دولت با بیان اینکه مسائل متعددی در زمینه سیاست خارجی جمهوری اسلامی ایران وجود دارد، در مورد حل مساله فلسطین برگزاری همه‌پرسی را پیشنهادی منطقی دانست. وی گفت: سیاست اصلی ما در خصوص سیاست خارجی تنش‌زدایی است و با تمامی کشورهایی که حقوق ملت ایران را به رسمیت بشناسند در چارچوب منافع ملی و موازین بین‌الملل در محیطی سالم تعامل خواهیم کرد. رییس‌جمهور درباره پیشنهاد هسته‌ای روسیه نیز تصریح کرد: این پیشنهاد را با دقت و به‌طور جدی بررسی می‌کنیم و هر طرحی که حق مسلم ملت ایران در بهره‌گیری صلح‌آمیز از انرژی هسته‌ای را تامین کند قابل گفت‌وگو است. ایسنا – رییس‌جمهور در جلسه علنی مشترک مجلس و دولت با بیان اینکه مسائل متعددی در زمینه سیاست خارجی جمهوری اسلامی ایران وجود دارد، در مورد حل مساله فلسطین برگزاری همه‌پرسی را پیشنهادی منطقی دانست. وی گفت: سیاست اصلی ما در خصوص سیاست خارجی تنش‌زدایی است و با تمامی کشورهایی که حقوق ملت ایران را به رسمیت بشناسند در چارچوب منافع ملی و موازین بین‌الملل در محیطی سالم تعامل خواهیم کرد. رییس‌جمهور درباره پیشنهاد هسته‌ای روسیه نیز تصریح کرد: این پیشنهاد را با دقت و به‌طور جدی بررسی می‌کنیم و هر طرحی که حق مسلم ملت ایران در بهره‌گیری صلح‌آمیز از انرژی هسته‌ای را تامین کند قابل گفت‌وگو است. [1516,306,1709,901]
glasses-icon [954,465,993,474]
